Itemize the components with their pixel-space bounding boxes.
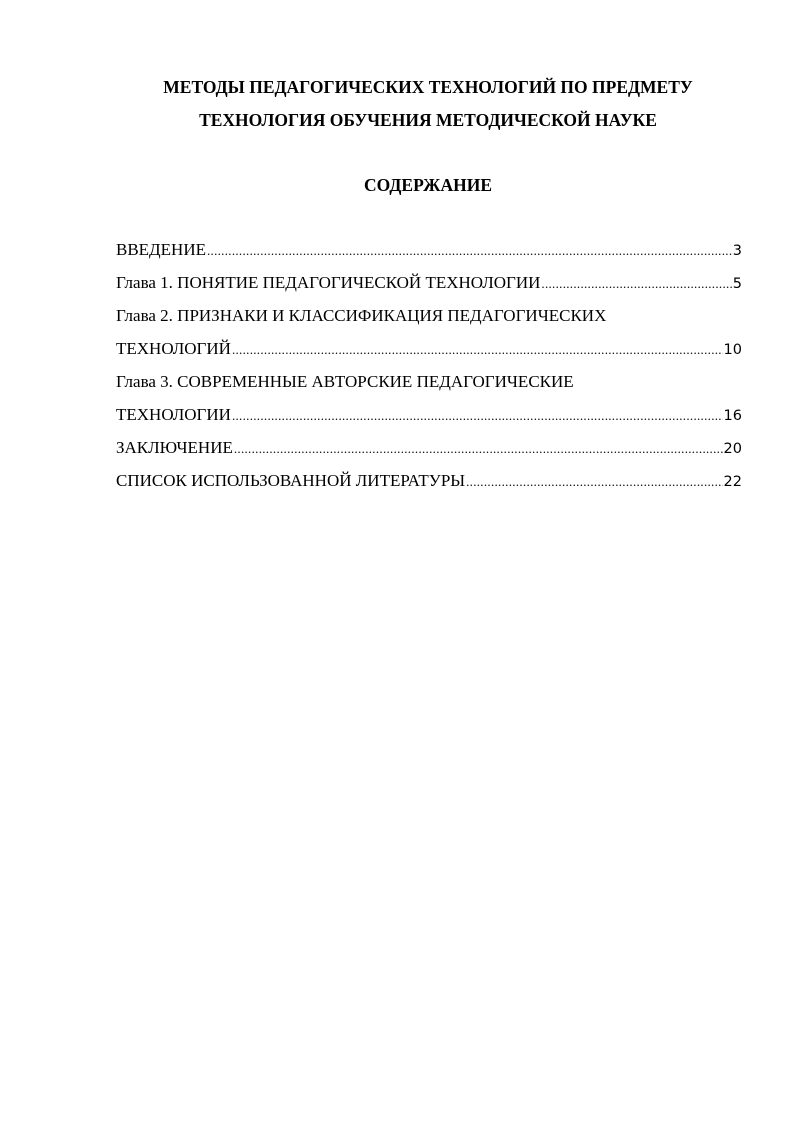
dot-leader [466,465,722,497]
toc-entry-text: ТЕХНОЛОГИИ [116,405,231,424]
table-of-contents [116,233,742,497]
document-title [100,71,756,137]
toc-entry-text: ЗАКЛЮЧЕНИЕ [116,438,233,457]
dot-leader [541,267,731,299]
dot-leader [207,234,732,266]
toc-entry-chapter-3[interactable] [116,365,742,431]
toc-page-number: 22 [723,474,742,490]
toc-page-number: 10 [723,342,742,358]
toc-entry-conclusion[interactable] [116,431,742,464]
toc-entry-text: ВВЕДЕНИЕ [116,240,206,259]
title-line-1: МЕТОДЫ ПЕДАГОГИЧЕСКИХ ТЕХНОЛОГИЙ ПО ПРЕДМЕТУ [163,77,693,97]
toc-entry-references[interactable] [116,464,742,497]
dot-leader [234,432,723,464]
toc-entry-lead-text: Глава 3. СОВРЕМЕННЫЕ АВТОРСКИЕ ПЕДАГОГИЧЕСКИЕ [116,372,574,391]
toc-page-number: 20 [723,441,742,457]
toc-entry-text: Глава 1. ПОНЯТИЕ ПЕДАГОГИЧЕСКОЙ ТЕХНОЛОГИИ [116,273,541,292]
toc-entry-chapter-2[interactable] [116,299,742,365]
toc-entry-text: ТЕХНОЛОГИЙ [116,339,231,358]
toc-page-number: 3 [732,243,742,259]
toc-entry-text: СПИСОК ИСПОЛЬЗОВАННОЙ ЛИТЕРАТУРЫ [116,471,466,490]
dot-leader [232,399,723,431]
toc-entry-chapter-1[interactable] [116,266,742,299]
dot-leader [232,333,723,365]
toc-entry-lead-text: Глава 2. ПРИЗНАКИ И КЛАССИФИКАЦИЯ ПЕДАГОГИЧЕСКИХ [116,306,607,325]
toc-page-number: 5 [732,276,742,292]
title-line-2: ТЕХНОЛОГИЯ ОБУЧЕНИЯ МЕТОДИЧЕСКОЙ НАУКЕ [199,110,657,130]
toc-entry-introduction[interactable] [116,233,742,266]
toc-page-number: 16 [723,408,742,424]
toc-heading: СОДЕРЖАНИЕ [363,175,492,195]
